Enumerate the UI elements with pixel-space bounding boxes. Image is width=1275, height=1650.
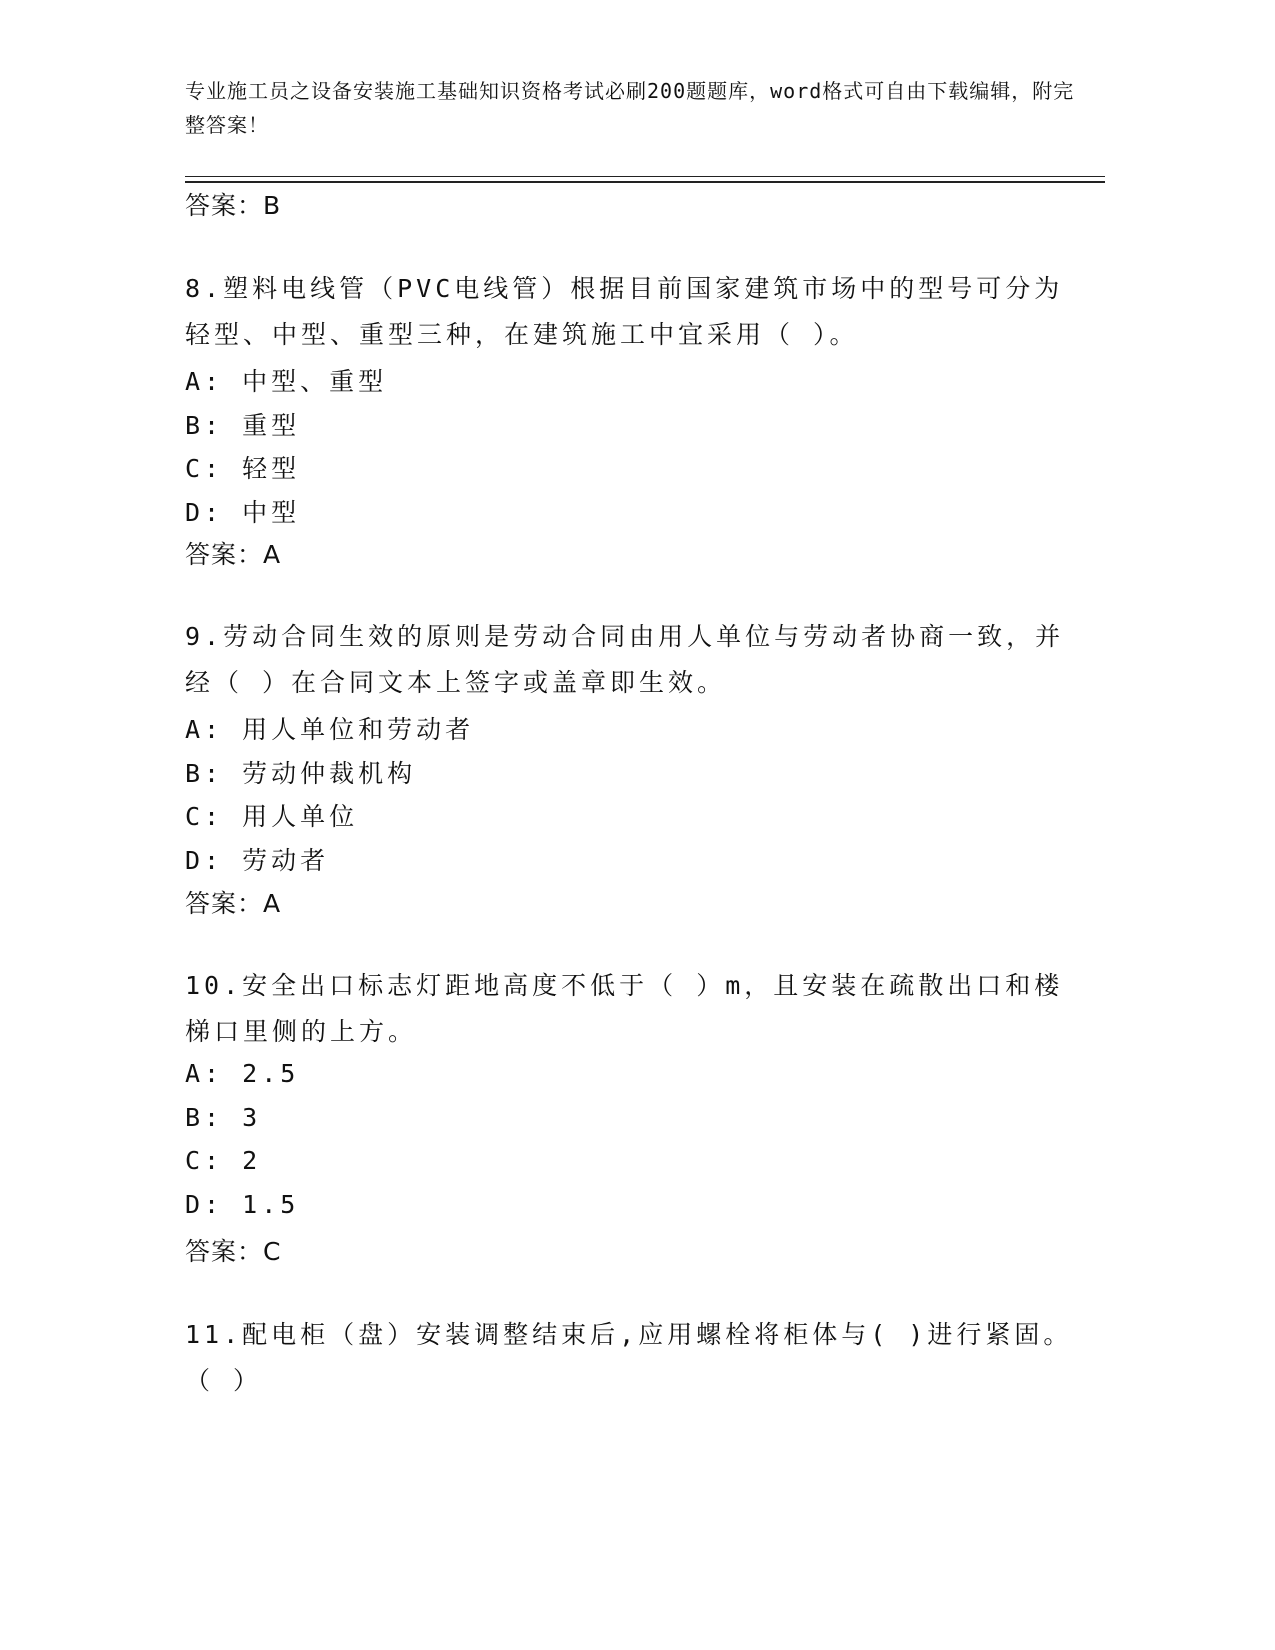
question-10-answer: 答案：C (185, 1237, 282, 1266)
question-9-option-d: D: 劳动者 (185, 846, 330, 875)
header-divider (185, 176, 1105, 177)
document-header: 专业施工员之设备安装施工基础知识资格考试必刷200题题库，word格式可自由下载编辑，附完整答案！ (185, 79, 1075, 137)
question-10-text: 10.安全出口标志灯距地高度不低于（ ）m，且安装在疏散出口和楼梯口里侧的上方。 (185, 971, 1064, 1046)
question-10-option-a: A: 2.5 (185, 1059, 300, 1088)
question-9-answer: 答案：A (185, 889, 282, 918)
question-9-option-a: A: 用人单位和劳动者 (185, 715, 475, 744)
question-11-text: 11.配电柜（盘）安装调整结束后,应用螺栓将柜体与( )进行紧固。（ ） (185, 1320, 1073, 1395)
question-9-text: 9.劳动合同生效的原则是劳动合同由用人单位与劳动者协商一致，并经（ ）在合同文本上签字或盖章即生效。 (185, 622, 1065, 697)
question-10-option-b: B: 3 (185, 1103, 262, 1132)
question-9-option-c: C: 用人单位 (185, 802, 359, 831)
question-10-option-d: D: 1.5 (185, 1190, 300, 1219)
question-8-text: 8.塑料电线管（PVC电线管）根据目前国家建筑市场中的型号可分为轻型、中型、重型三种，在建筑施工中宜采用（ ）。 (185, 274, 1064, 349)
question-10-option-c: C: 2 (185, 1146, 262, 1175)
question-8-option-b: B: 重型 (185, 411, 301, 440)
question-8-option-a: A: 中型、重型 (185, 367, 388, 396)
question-9-option-b: B: 劳动仲裁机构 (185, 759, 417, 788)
question-8-option-d: D: 中型 (185, 498, 301, 527)
previous-answer: 答案：B (185, 191, 282, 220)
question-8-option-c: C: 轻型 (185, 454, 301, 483)
header-divider-thick (185, 181, 1105, 183)
question-8-answer: 答案：A (185, 540, 282, 569)
